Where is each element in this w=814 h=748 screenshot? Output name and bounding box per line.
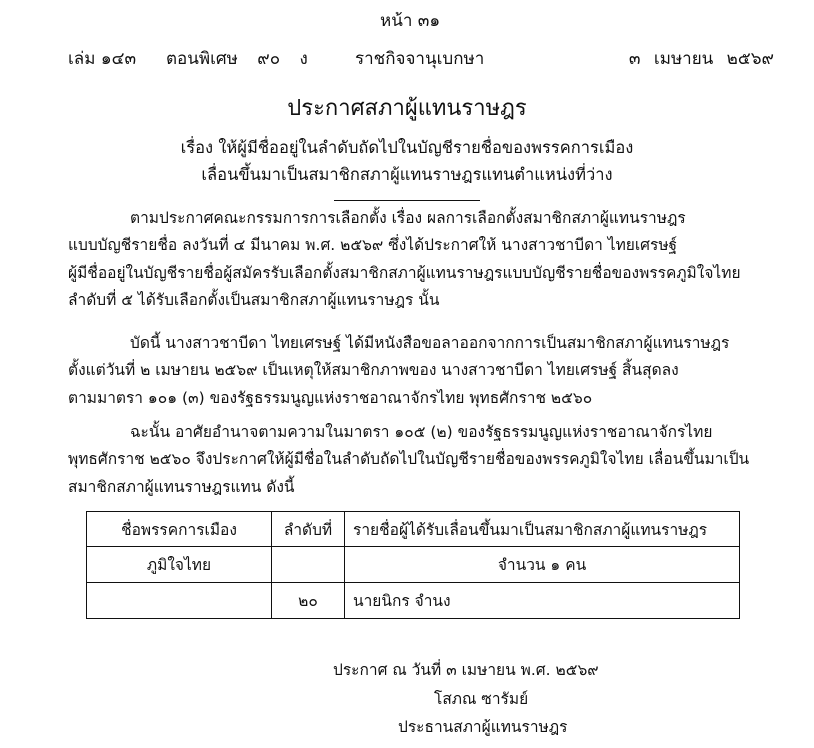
header-member-name: รายชื่อผู้ได้รับเลื่อนขึ้นมาเป็นสมาชิกสภาผู้แทนราษฎร [345,512,740,547]
paragraph-line: ฉะนั้น อาศัยอำนาจตามความในมาตรา ๑๐๕ (๒) ของรัฐธรรมนูญแห่งราชอาณาจักรไทย [130,423,713,441]
header-rank: ลำดับที่ [272,512,345,547]
rank-cell-empty [272,547,345,583]
member-count: จำนวน ๑ คน [345,547,740,583]
member-name: นายนิกร จำนง [345,583,740,619]
subject-line-2: เลื่อนขึ้นมาเป็นสมาชิกสภาผู้แทนราษฎรแทนตำแหน่งที่ว่าง [201,165,613,184]
subject-line-1: เรื่อง ให้ผู้มีชื่ออยู่ในลำดับถัดไปในบัญชีรายชื่อของพรรคการเมือง [180,138,634,157]
party-name: ภูมิใจไทย [87,547,272,583]
paragraph-line: แบบบัญชีรายชื่อ ลงวันที่ ๔ มีนาคม พ.ศ. ๒๕๖๙ ซึ่งได้ประกาศให้ นางสาวชาบีดา ไทยเศรษฐ์ [68,236,678,255]
paragraph-line: ผู้มีชื่ออยู่ในบัญชีรายชื่อผู้สมัครรับเลือกตั้งสมาชิกสภาผู้แทนราษฎรแบบบัญชีรายชื่อของพรรคภูมิใจไทย [68,263,741,282]
party-cell-empty [87,583,272,619]
header-party: ชื่อพรรคการเมือง [87,512,272,547]
table-row [87,547,740,583]
paragraph-line: ตามมาตรา ๑๐๑ (๓) ของรัฐธรรมนูญแห่งราชอาณาจักรไทย พุทธศักราช ๒๕๖๐ [68,388,593,407]
paragraph-3 [68,419,754,501]
rank-number: ๒๐ [272,583,345,619]
paragraph-line: บัดนี้ นางสาวชาบีดา ไทยเศรษฐ์ ได้มีหนังสือขอลาออกจากการเป็นสมาชิกสภาผู้แทนราษฎร [130,334,730,352]
title-divider [334,200,480,201]
gazette-date: ๓ เมษายน ๒๕๖๙ [628,49,774,69]
paragraph-line: ตั้งแต่วันที่ ๒ เมษายน ๒๕๖๙ เป็นเหตุให้สมาชิกภาพของ นางสาวชาบีดา ไทยเศรษฐ์ สิ้นสุดลง [68,361,679,380]
volume-number: เล่ม ๑๔๓ [68,49,137,69]
paragraph-line: ตามประกาศคณะกรรมการการเลือกตั้ง เรื่อง ผลการเลือกตั้งสมาชิกสภาผู้แทนราษฎร [130,209,686,227]
gazette-name: ราชกิจจานุเบกษา [355,49,485,69]
announcement-title: ประกาศสภาผู้แทนราษฎร [287,96,527,121]
signatory-position: ประธานสภาผู้แทนราษฎร [398,718,568,736]
signatory-name: โสภณ ซารัมย์ [434,690,529,708]
member-table [86,511,740,619]
paragraph-line: สมาชิกสภาผู้แทนราษฎรแทน ดังนี้ [68,477,295,496]
page-number: หน้า ๓๑ [380,11,441,31]
paragraph-line: ลำดับที่ ๕ ได้รับเลือกตั้งเป็นสมาชิกสภาผู้แทนราษฎร นั้น [68,291,440,310]
table-header-row [87,512,740,547]
table-row [87,583,740,619]
section-number: ตอนพิเศษ ๙๐ ง [166,49,308,69]
paragraph-1 [68,205,754,315]
paragraph-2 [68,330,754,412]
paragraph-line: พุทธศักราช ๒๕๖๐ จึงประกาศให้ผู้มีชื่อในลำดับถัดไปในบัญชีรายชื่อของพรรคภูมิใจไทย เลื่อนขึ้นมาเป็น [68,450,750,469]
announce-date: ประกาศ ณ วันที่ ๓ เมษายน พ.ศ. ๒๕๖๙ [333,661,599,679]
